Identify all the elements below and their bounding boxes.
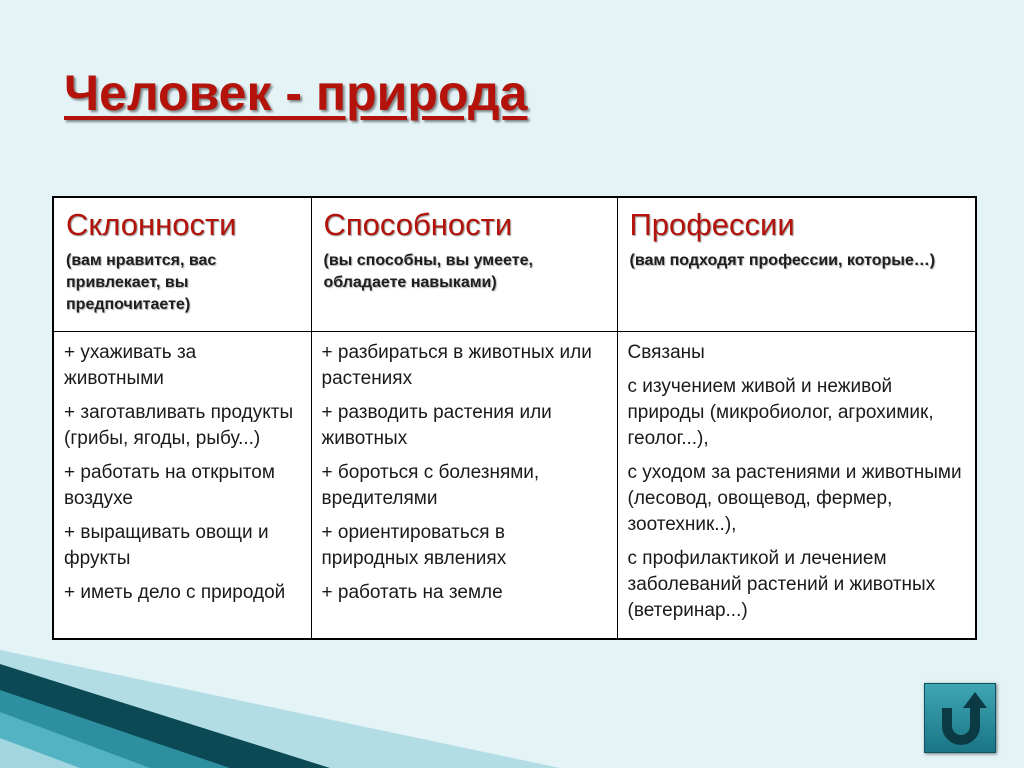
list-item: с изучением живой и неживой природы (микробиолог, агрохимик, геолог...), <box>627 376 934 449</box>
list-item: + разбираться в животных или растениях <box>321 342 592 389</box>
list-item: + выращивать овощи и фрукты <box>64 522 269 569</box>
list-item: + бороться с болезнями, вредителями <box>321 462 540 509</box>
header-subtitle: (вы способны, вы умеете, обладаете навыками) <box>323 252 533 291</box>
header-title: Склонности <box>66 207 237 242</box>
list-item: + ухаживать за животными <box>64 342 197 389</box>
header-abilities <box>311 197 617 332</box>
u-turn-arrow-icon <box>925 684 997 754</box>
list-item: + заготавливать продукты (грибы, ягоды, рыбу...) <box>64 402 294 449</box>
professions-cell <box>617 332 976 640</box>
list-item: с уходом за растениями и животными (лесовод, овощевод, фермер, зоотехник..), <box>627 462 962 535</box>
header-title: Способности <box>323 207 513 242</box>
list-item: с профилактикой и лечением заболеваний растений и животных (ветеринар...) <box>627 548 936 621</box>
back-button[interactable] <box>924 683 996 753</box>
list-item: Связаны <box>627 342 705 363</box>
inclinations-cell <box>53 332 311 640</box>
header-subtitle: (вам подходят профессии, которые…) <box>629 252 936 269</box>
abilities-cell <box>311 332 617 640</box>
header-subtitle: (вам нравится, вас привлекает, вы предпочитаете) <box>66 252 217 313</box>
list-item: + иметь дело с природой <box>64 582 286 603</box>
header-inclinations <box>53 197 311 332</box>
table-row <box>53 332 976 640</box>
list-item: + разводить растения или животных <box>321 402 552 449</box>
page-title: Человек - природа <box>64 65 528 121</box>
list-item: + ориентироваться в природных явлениях <box>321 522 507 569</box>
list-item: + работать на открытом воздухе <box>64 462 275 509</box>
header-title: Профессии <box>629 207 795 242</box>
table-header-row <box>53 197 976 332</box>
header-professions <box>617 197 976 332</box>
list-item: + работать на земле <box>321 582 503 603</box>
professions-table <box>52 196 977 640</box>
